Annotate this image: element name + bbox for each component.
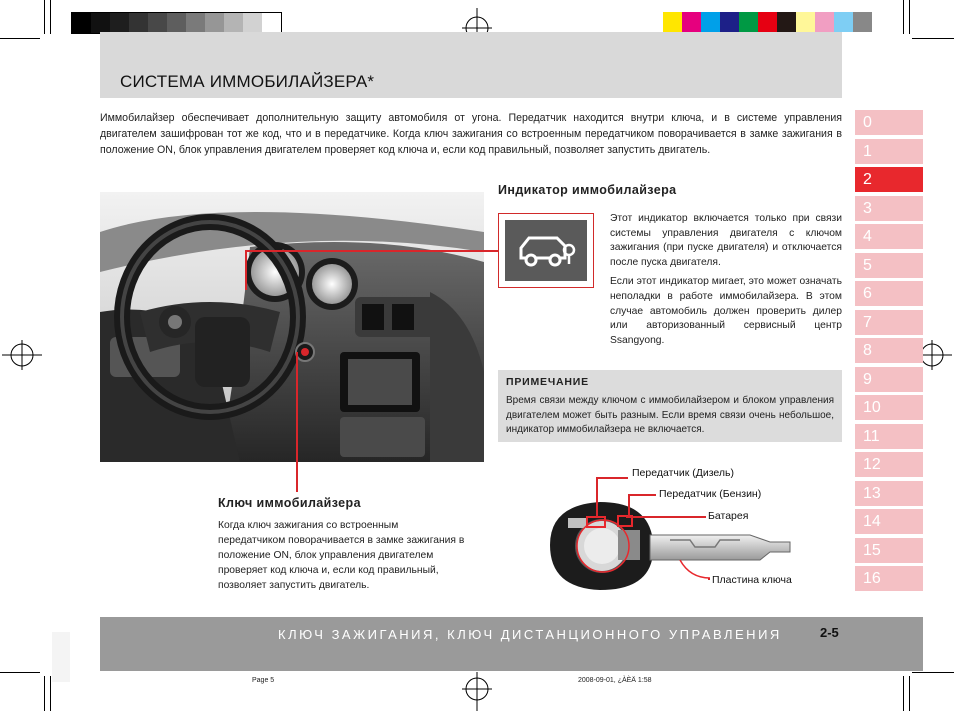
note-title: ПРИМЕЧАНИЕ: [506, 376, 589, 388]
gray-swatch: [186, 13, 205, 33]
footer-side-block: [52, 632, 70, 682]
car-key-icon: [505, 220, 587, 281]
label-key-blade: Пластина ключа: [712, 574, 792, 586]
gray-swatch: [224, 13, 243, 33]
leader-line: [245, 250, 247, 290]
chapter-tab-9[interactable]: 9: [855, 367, 923, 392]
chapter-tab-7[interactable]: 7: [855, 310, 923, 335]
dashboard-photo: [100, 192, 484, 462]
chapter-tab-2[interactable]: 2: [855, 167, 923, 192]
key-illustration: [540, 490, 800, 605]
color-swatch: [663, 12, 682, 32]
chapter-tab-10[interactable]: 10: [855, 395, 923, 420]
indicator-para-2: Если этот индикатор мигает, это может означать неполадки в работе иммобилайзера. В этом случае автомобиль должен проверить дилер или авторизованный сервисный центр Ssangyong.: [610, 276, 842, 346]
print-date-label: 2008-09-01, ¿ÀÈÄ 1:58: [578, 677, 652, 684]
gray-swatch: [129, 13, 148, 33]
footer-section-title: КЛЮЧ ЗАЖИГАНИЯ, КЛЮЧ ДИСТАНЦИОННОГО УПРАВЛЕНИЯ: [278, 627, 782, 642]
key-description: Когда ключ зажигания со встроенным передатчиком поворачивается в замке зажигания в положение ON, блок управления двигателем проверяет код ключа и, если код правильный, позволяет запустить двигатель.: [218, 520, 465, 591]
chapter-tab-1[interactable]: 1: [855, 139, 923, 164]
indicator-title: Индикатор иммобилайзера: [498, 183, 677, 197]
print-page-label: Page 5: [252, 677, 275, 684]
chapter-tab-0[interactable]: 0: [855, 110, 923, 135]
leader-line: [626, 516, 706, 518]
note-box: [498, 370, 842, 442]
label-transmitter-petrol: Передатчик (Бензин): [659, 488, 762, 500]
color-swatch: [853, 12, 872, 32]
color-swatch-bar: [663, 12, 872, 32]
gray-swatch: [148, 13, 167, 33]
leader-line: [596, 477, 598, 517]
intro-paragraph: Иммобилайзер обеспечивает дополнительную защиту автомобиля от угона. Передатчик находится внутри ключа, и в системе управления двигателем зашифрован тот же код, что и в передатчике. Когда ключ зажигания со встроенным передатчиком поворачивается в замке зажигания в положение ON, блок управления двигателем проверяет код ключа и, если код правильный, позволяет запустить двигатель.: [100, 112, 842, 156]
indicator-para-1: Этот индикатор включается только при связи системы управления двигателя с ключом зажигания (при пуске двигателя) и отключается после пуска двигателя.: [610, 213, 842, 268]
color-swatch: [720, 12, 739, 32]
immobilizer-indicator: [498, 213, 594, 288]
chapter-tab-14[interactable]: 14: [855, 509, 923, 534]
registration-mark-bottom: [460, 672, 494, 711]
chapter-tabs: [855, 110, 923, 595]
color-swatch: [701, 12, 720, 32]
note-body: Время связи между ключом с иммобилайзером и блоком управления двигателем может быть разным. Если время связи очень небольшое, индикатор иммобилайзера не включается.: [506, 395, 834, 435]
color-swatch: [739, 12, 758, 32]
chapter-tab-13[interactable]: 13: [855, 481, 923, 506]
indicator-description: [610, 212, 842, 353]
gray-swatch: [262, 13, 281, 33]
chapter-tab-8[interactable]: 8: [855, 338, 923, 363]
color-swatch: [796, 12, 815, 32]
chapter-tab-5[interactable]: 5: [855, 253, 923, 278]
chapter-tab-11[interactable]: 11: [855, 424, 923, 449]
leader-line: [296, 352, 298, 492]
gray-swatch: [167, 13, 186, 33]
chapter-tab-4[interactable]: 4: [855, 224, 923, 249]
page-number: 2-5: [820, 625, 839, 640]
gray-swatch-bar: [71, 12, 282, 34]
label-battery: Батарея: [708, 510, 749, 522]
color-swatch: [834, 12, 853, 32]
gray-swatch: [110, 13, 129, 33]
leader-line: [245, 250, 498, 252]
gray-swatch: [243, 13, 262, 33]
color-swatch: [815, 12, 834, 32]
gray-swatch: [72, 13, 91, 33]
leader-line: [628, 494, 630, 516]
key-title: Ключ иммобилайзера: [218, 496, 361, 510]
page-title: СИСТЕМА ИММОБИЛАЙЗЕРА*: [120, 72, 375, 91]
chapter-tab-6[interactable]: 6: [855, 281, 923, 306]
leader-line: [596, 477, 628, 479]
leader-line: [708, 578, 710, 580]
chapter-tab-12[interactable]: 12: [855, 452, 923, 477]
registration-mark-left: [2, 338, 42, 372]
color-swatch: [682, 12, 701, 32]
chapter-tab-3[interactable]: 3: [855, 196, 923, 221]
color-swatch: [758, 12, 777, 32]
leader-line: [628, 494, 656, 496]
footer-band: [100, 617, 923, 671]
gray-swatch: [91, 13, 110, 33]
chapter-tab-15[interactable]: 15: [855, 538, 923, 563]
chapter-tab-16[interactable]: 16: [855, 566, 923, 591]
color-swatch: [777, 12, 796, 32]
gray-swatch: [205, 13, 224, 33]
label-transmitter-diesel: Передатчик (Дизель): [632, 467, 734, 479]
